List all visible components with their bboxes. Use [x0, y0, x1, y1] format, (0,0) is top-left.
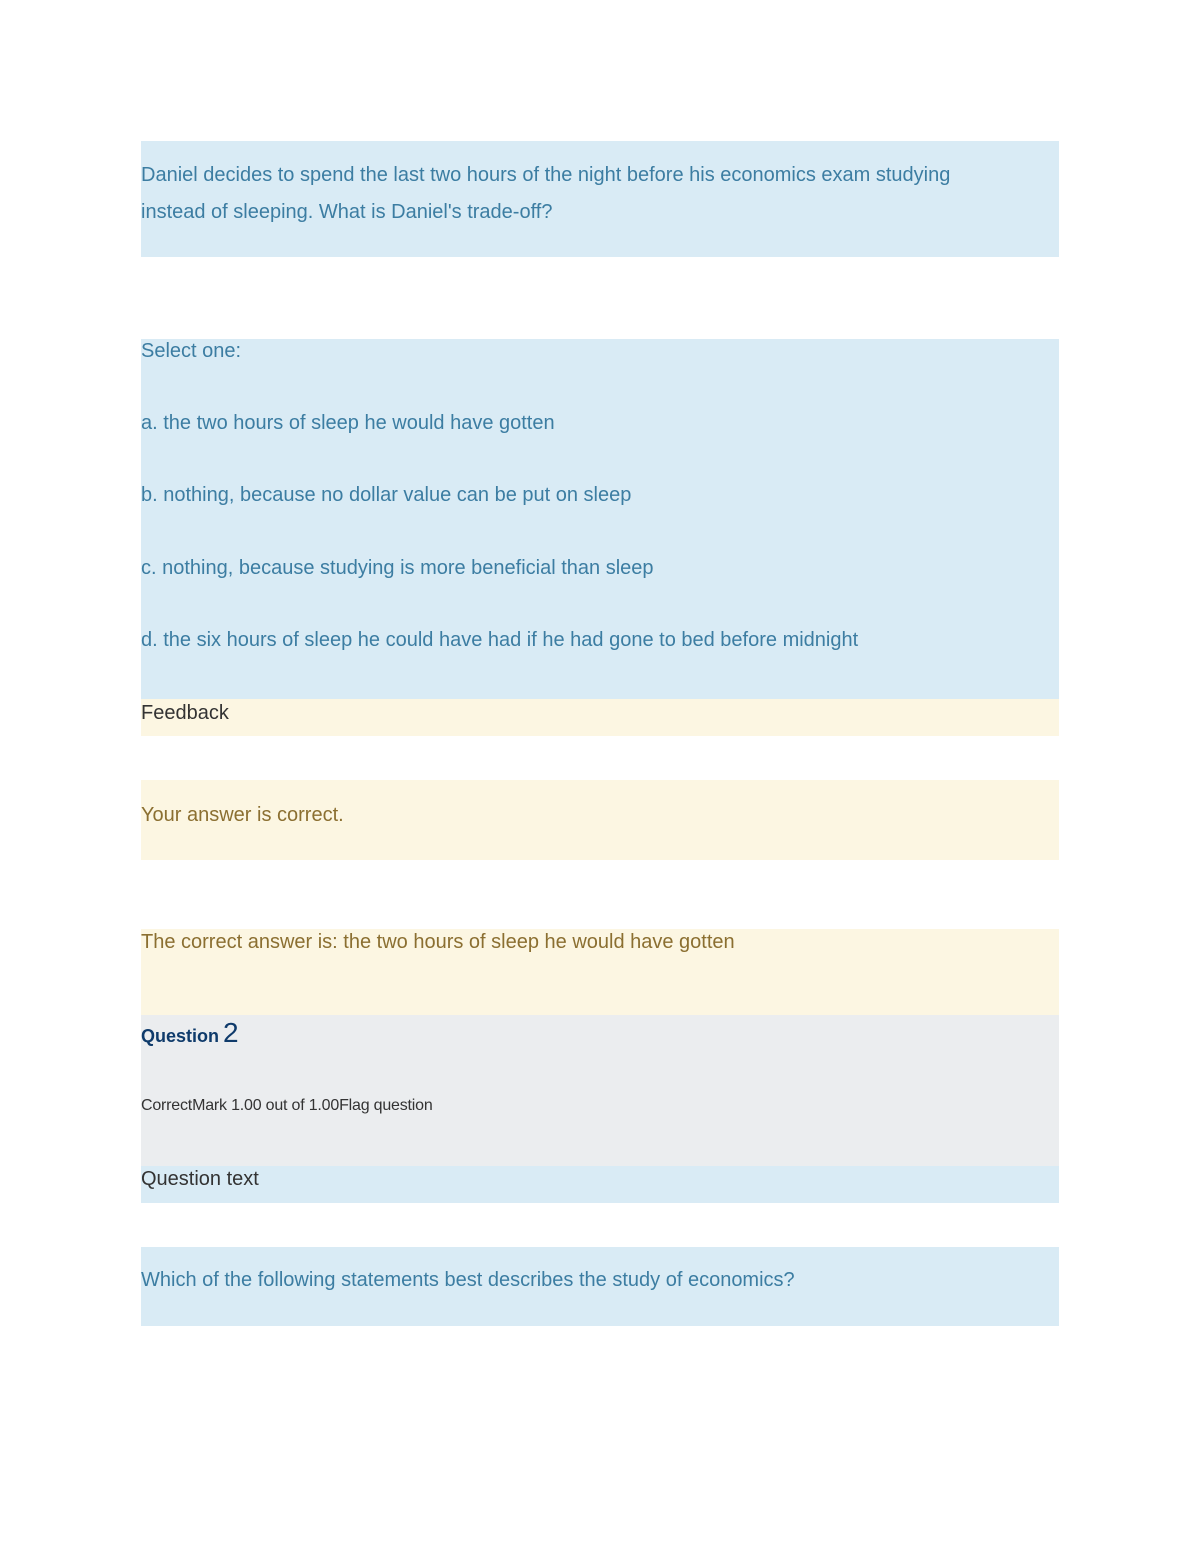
question-text-heading: Question text	[141, 1168, 259, 1190]
question-2-info-box	[141, 1015, 1059, 1166]
correct-answer-box	[141, 929, 1059, 1015]
feedback-heading-box	[141, 699, 1059, 736]
question-2-text-box	[141, 1247, 1059, 1326]
feedback-result: Your answer is correct.	[141, 804, 344, 826]
correct-answer: The correct answer is: the two hours of sleep he would have gotten	[141, 931, 735, 953]
option-b[interactable]: b. nothing, because no dollar value can be put on sleep	[141, 484, 632, 506]
question-1-text-line-2: instead of sleeping. What is Daniel's trade-off?	[141, 201, 553, 223]
feedback-heading: Feedback	[141, 702, 229, 724]
question-number: 2	[223, 1017, 239, 1048]
question-1-text-box	[141, 141, 1059, 257]
question-status: Correct	[141, 1097, 193, 1114]
question-1-text-line-1: Daniel decides to spend the last two hours of the night before his economics exam studying	[141, 164, 951, 186]
question-2-meta	[141, 1097, 433, 1115]
question-title-word: Question	[141, 1026, 220, 1046]
option-d[interactable]: d. the six hours of sleep he could have had if he had gone to bed before midnight	[141, 629, 859, 651]
question-text-heading-box	[141, 1166, 1059, 1203]
question-mark: Mark 1.00 out of 1.00	[192, 1097, 340, 1114]
feedback-result-box	[141, 780, 1059, 860]
question-2-text: Which of the following statements best describes the study of economics?	[141, 1269, 795, 1291]
option-a[interactable]: a. the two hours of sleep he would have gotten	[141, 412, 555, 434]
select-one-prompt: Select one:	[141, 340, 242, 362]
answer-options-box	[141, 339, 1059, 699]
question-2-title	[141, 1017, 239, 1049]
option-c[interactable]: c. nothing, because studying is more beneficial than sleep	[141, 557, 654, 579]
flag-question-link[interactable]: Flag question	[339, 1097, 433, 1114]
